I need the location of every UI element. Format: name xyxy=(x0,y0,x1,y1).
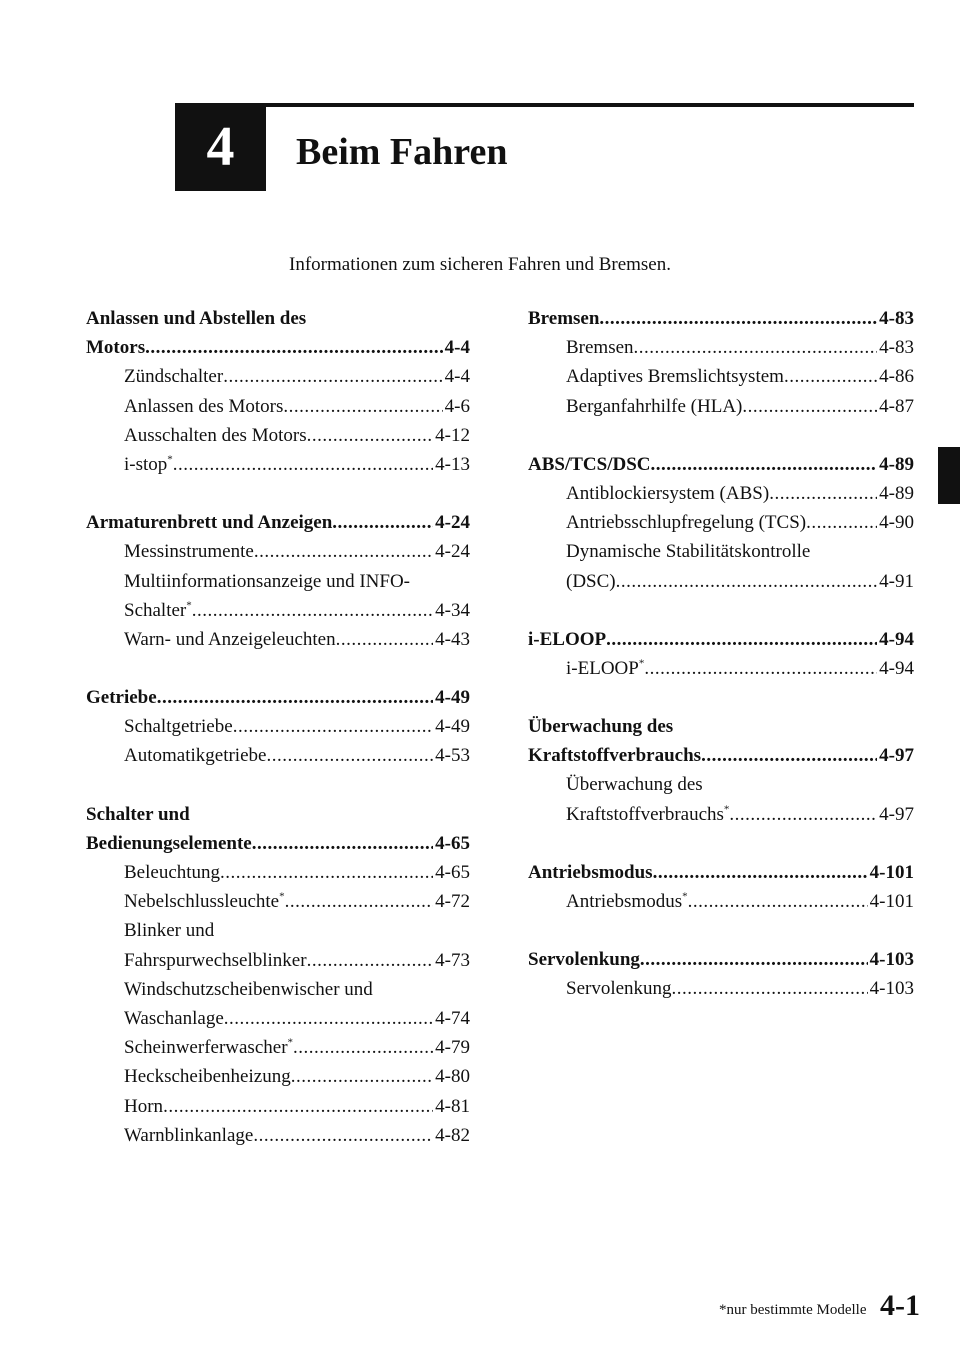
dot-leader xyxy=(223,362,442,391)
toc-entry-text xyxy=(528,741,701,770)
chapter-side-tab xyxy=(938,447,960,504)
toc-entry-text xyxy=(566,508,806,537)
footnote-models: *nur bestimmte Modelle xyxy=(719,1302,867,1318)
toc-page-ref: 4-73 xyxy=(435,949,470,971)
toc-page-ref: 4-49 xyxy=(435,716,470,738)
toc-entry-label: Warn- und Anzeigeleuchten xyxy=(124,628,336,650)
toc-entry[interactable] xyxy=(86,596,470,625)
toc-section-heading[interactable] xyxy=(86,829,470,858)
toc-page-ref: 4-89 xyxy=(879,482,914,504)
dot-leader xyxy=(644,654,877,683)
toc-entry[interactable] xyxy=(86,887,470,916)
toc-entry xyxy=(528,537,914,566)
dot-leader xyxy=(729,800,877,829)
dot-leader xyxy=(307,946,434,975)
toc-entry-text xyxy=(124,1033,293,1062)
toc-entry-text xyxy=(124,625,336,654)
toc-page-ref: 4-79 xyxy=(435,1037,470,1059)
toc-entry[interactable] xyxy=(86,858,470,887)
toc-entry-label: Kraftstoffverbrauchs xyxy=(528,745,702,767)
toc-section-heading xyxy=(86,304,470,333)
toc-entry-label: Anlassen des Motors xyxy=(124,395,284,417)
toc-section xyxy=(86,304,470,479)
toc-page-ref: 4-83 xyxy=(879,308,914,329)
dot-leader xyxy=(653,858,868,887)
dot-leader xyxy=(192,596,433,625)
toc-section xyxy=(528,450,914,596)
toc-entry[interactable] xyxy=(86,946,470,975)
footnote-marker: * xyxy=(682,890,688,903)
toc-entry-label: Berganfahrhilfe (HLA) xyxy=(566,395,743,417)
toc-entry-label: Antriebsmodus xyxy=(528,861,653,883)
toc-entry-label: Windschutzscheibenwischer und xyxy=(124,978,373,1000)
dot-leader xyxy=(606,625,877,654)
toc-entry[interactable] xyxy=(86,1062,470,1091)
toc-section-heading[interactable] xyxy=(86,333,470,362)
toc-entry[interactable] xyxy=(528,887,914,916)
toc-entry[interactable] xyxy=(86,741,470,770)
toc-page-ref: 4-97 xyxy=(879,803,914,825)
footnote-marker: * xyxy=(279,890,285,903)
toc-entry-label: Schalter xyxy=(124,599,187,621)
toc-entry-text xyxy=(124,392,283,421)
toc-right-column xyxy=(528,304,914,1033)
dot-leader xyxy=(266,741,433,770)
toc-entry-label: Schaltgetriebe xyxy=(124,716,233,738)
toc-entry[interactable] xyxy=(86,712,470,741)
footnote-marker: * xyxy=(287,1036,294,1049)
toc-entry-text xyxy=(566,654,644,683)
toc-entry[interactable] xyxy=(528,800,914,829)
toc-entry-label: Adaptives Bremslichtsystem xyxy=(566,366,784,388)
toc-section xyxy=(86,800,470,1150)
toc-entry-text xyxy=(124,946,307,975)
toc-section-heading[interactable] xyxy=(86,508,470,537)
dot-leader xyxy=(253,1121,433,1150)
toc-entry-text xyxy=(566,567,616,596)
chapter-number: 4 xyxy=(175,103,266,191)
dot-leader xyxy=(332,508,433,537)
toc-section xyxy=(528,625,914,683)
toc-entry-text xyxy=(124,916,214,945)
toc-entry-label: Horn xyxy=(124,1095,164,1117)
toc-entry[interactable] xyxy=(86,362,470,391)
toc-entry-label: Kraftstoffverbrauchs xyxy=(566,803,724,825)
dot-leader xyxy=(616,567,878,596)
toc-section-heading[interactable] xyxy=(528,945,914,974)
toc-entry-text xyxy=(86,508,332,537)
toc-page-ref: 4-65 xyxy=(435,862,470,883)
toc-page-ref: 4-81 xyxy=(435,1095,470,1117)
toc-entry-label: Ausschalten des Motors xyxy=(124,424,307,446)
toc-entry-text xyxy=(566,974,672,1003)
page-number: 4-1 xyxy=(880,1289,920,1322)
dot-leader xyxy=(283,392,442,421)
toc-page-ref: 4-72 xyxy=(435,891,470,913)
dot-leader xyxy=(173,450,433,479)
toc-page-ref: 4-12 xyxy=(435,424,470,446)
toc-entry-text xyxy=(124,887,285,916)
toc-left-column xyxy=(86,304,470,1179)
dot-leader xyxy=(157,683,433,712)
toc-entry-label: Heckscheibenheizung xyxy=(124,1066,291,1088)
toc-entry-label: (DSC) xyxy=(566,570,616,592)
toc-entry-text xyxy=(528,858,653,887)
dot-leader xyxy=(291,1062,433,1091)
toc-page-ref: 4-24 xyxy=(435,512,470,534)
toc-entry-label: i-ELOOP xyxy=(528,628,607,650)
footnote-marker: * xyxy=(723,803,730,816)
dot-leader xyxy=(224,1004,433,1033)
toc-section xyxy=(528,945,914,1003)
toc-entry-text xyxy=(86,829,252,858)
toc-entry[interactable] xyxy=(86,625,470,654)
dot-leader xyxy=(336,625,434,654)
dot-leader xyxy=(163,1092,433,1121)
toc-page-ref: 4-24 xyxy=(435,541,470,563)
toc-page-ref: 4-94 xyxy=(879,628,914,650)
toc-entry[interactable] xyxy=(528,392,914,421)
dot-leader xyxy=(688,887,868,916)
dot-leader xyxy=(651,450,878,479)
toc-page-ref: 4-82 xyxy=(435,1124,470,1146)
toc-entry-label: Bedienungselemente xyxy=(86,832,252,854)
toc-entry-label: Überwachung des xyxy=(528,716,674,738)
toc-entry-text xyxy=(124,741,266,770)
toc-entry-text xyxy=(566,392,742,421)
toc-entry-text xyxy=(124,421,307,450)
toc-page-ref: 4-101 xyxy=(869,861,914,883)
toc-entry-label: Dynamische Stabilitätskontrolle xyxy=(566,541,811,563)
toc-entry-label: Nebelschlussleuchte xyxy=(124,891,280,913)
toc-entry-label: Warnblinkanlage xyxy=(124,1124,254,1146)
toc-page-ref: 4-43 xyxy=(435,628,470,650)
toc-entry-label: Überwachung des xyxy=(566,774,703,796)
toc-page-ref: 4-90 xyxy=(879,512,914,534)
toc-entry-text xyxy=(86,683,157,712)
toc-page-ref: 4-80 xyxy=(435,1066,470,1088)
toc-entry-text xyxy=(528,945,640,974)
toc-entry-text xyxy=(124,596,192,625)
dot-leader xyxy=(634,333,878,362)
toc-entry xyxy=(86,975,470,1004)
toc-entry-label: Fahrspurwechselblinker xyxy=(124,949,307,971)
toc-entry-text xyxy=(124,1062,291,1091)
toc-page-ref: 4-86 xyxy=(879,366,914,388)
toc-section-heading[interactable] xyxy=(86,683,470,712)
dot-leader xyxy=(769,479,877,508)
footnote-marker: * xyxy=(638,657,645,670)
toc-entry-label: Getriebe xyxy=(86,687,157,709)
chapter-intro: Informationen zum sicheren Fahren und Bremsen. xyxy=(289,254,671,275)
toc-section xyxy=(86,683,470,771)
toc-entry-text xyxy=(528,712,673,741)
toc-page-ref: 4-101 xyxy=(869,891,914,912)
toc-entry[interactable] xyxy=(86,450,470,479)
chapter-title: Beim Fahren xyxy=(296,131,508,173)
toc-entry-label: Antriebsschlupfregelung (TCS) xyxy=(566,512,807,534)
dot-leader xyxy=(252,829,433,858)
toc-entry-label: Servolenkung xyxy=(566,978,672,1000)
toc-section-heading[interactable] xyxy=(528,304,914,333)
toc-entry-text xyxy=(86,333,145,362)
toc-entry-text xyxy=(124,567,410,596)
dot-leader xyxy=(145,333,443,362)
toc-section xyxy=(528,304,914,421)
toc-section-heading[interactable] xyxy=(528,741,914,770)
toc-entry-label: Scheinwerferwascher xyxy=(124,1037,288,1059)
toc-entry xyxy=(86,916,470,945)
toc-entry-label: Multiinformationsanzeige und INFO- xyxy=(124,570,411,592)
toc-page-ref: 4-74 xyxy=(435,1007,470,1029)
toc-entry[interactable] xyxy=(528,479,914,508)
toc-entry-text xyxy=(566,362,784,391)
dot-leader xyxy=(806,508,877,537)
toc-page-ref: 4-103 xyxy=(869,949,914,971)
footnote-marker: * xyxy=(167,453,173,466)
toc-page-ref: 4-103 xyxy=(869,978,914,1000)
toc-entry-label: Bremsen xyxy=(566,337,634,359)
toc-entry-label: Schalter und xyxy=(86,803,190,825)
dot-leader xyxy=(640,945,868,974)
toc-entry-label: Armaturenbrett und Anzeigen xyxy=(86,512,333,534)
toc-page-ref: 4-4 xyxy=(444,366,470,388)
toc-entry-label: Motors xyxy=(86,337,146,359)
toc-entry-label: Antiblockiersystem (ABS) xyxy=(566,482,770,504)
toc-entry-text xyxy=(566,800,729,829)
toc-section xyxy=(528,712,914,829)
toc-page-ref: 4-49 xyxy=(435,687,470,709)
toc-page-ref: 4-94 xyxy=(879,657,914,679)
toc-entry-label: i-ELOOP xyxy=(566,657,639,679)
toc-entry-label: Beleuchtung xyxy=(124,862,221,883)
toc-entry-text xyxy=(124,362,223,391)
toc-entry-text xyxy=(124,1004,224,1033)
toc-entry-label: Zündschalter xyxy=(124,366,224,388)
toc-entry-label: Messinstrumente xyxy=(124,541,254,563)
toc-entry-text xyxy=(566,333,634,362)
toc-entry[interactable] xyxy=(86,1004,470,1033)
dot-leader xyxy=(307,421,434,450)
dot-leader xyxy=(784,362,877,391)
toc-page-ref: 4-13 xyxy=(435,453,470,475)
toc-entry-text xyxy=(528,450,651,479)
toc-entry-text xyxy=(124,537,254,566)
toc-entry[interactable] xyxy=(86,421,470,450)
toc-entry[interactable] xyxy=(86,1092,470,1121)
toc-section-heading xyxy=(528,712,914,741)
toc-entry[interactable] xyxy=(86,392,470,421)
toc-entry-label: Waschanlage xyxy=(124,1007,224,1029)
dot-leader xyxy=(293,1033,433,1062)
toc-entry[interactable] xyxy=(86,537,470,566)
toc-page-ref: 4-4 xyxy=(444,337,470,359)
toc-page-ref: 4-87 xyxy=(879,395,914,417)
toc-entry-text xyxy=(566,479,769,508)
toc-entry-text xyxy=(86,800,190,829)
toc-entry-label: Bremsen xyxy=(528,308,600,329)
dot-leader xyxy=(233,712,433,741)
toc-entry[interactable] xyxy=(528,567,914,596)
toc-page-ref: 4-83 xyxy=(879,337,914,359)
toc-entry-text xyxy=(566,537,810,566)
toc-entry-text xyxy=(124,1121,253,1150)
toc-section-heading[interactable] xyxy=(528,450,914,479)
toc-page-ref: 4-89 xyxy=(879,453,914,475)
toc-entry[interactable] xyxy=(528,333,914,362)
toc-section-heading[interactable] xyxy=(528,858,914,887)
dot-leader xyxy=(742,392,877,421)
toc-page-ref: 4-6 xyxy=(444,395,470,417)
toc-entry-text xyxy=(86,304,306,333)
toc-page-ref: 4-97 xyxy=(879,745,914,767)
header-rule xyxy=(266,103,914,107)
toc-entry[interactable] xyxy=(528,654,914,683)
toc-entry-text xyxy=(566,770,703,799)
toc-entry[interactable] xyxy=(86,1121,470,1150)
dot-leader xyxy=(220,858,433,887)
toc-entry-text xyxy=(124,975,373,1004)
toc-section xyxy=(528,858,914,916)
toc-section xyxy=(86,508,470,654)
dot-leader xyxy=(672,974,868,1003)
toc-entry-text xyxy=(124,858,220,887)
toc-page-ref: 4-53 xyxy=(435,745,470,767)
toc-entry-text xyxy=(528,304,599,333)
toc-entry-label: i-stop xyxy=(124,453,168,475)
toc-page-ref: 4-91 xyxy=(879,570,914,592)
dot-leader xyxy=(701,741,877,770)
toc-entry-label: Antriebsmodus xyxy=(566,891,683,912)
toc-entry[interactable] xyxy=(86,1033,470,1062)
toc-entry[interactable] xyxy=(528,974,914,1003)
toc-entry-label: ABS/TCS/DSC xyxy=(528,453,651,475)
footnote-marker: * xyxy=(186,599,192,612)
toc-entry-text xyxy=(528,625,606,654)
toc-entry-label: Blinker und xyxy=(124,920,215,942)
dot-leader xyxy=(254,537,433,566)
dot-leader xyxy=(285,887,434,916)
toc-entry-text xyxy=(124,712,233,741)
toc-section-heading xyxy=(86,800,470,829)
toc-entry[interactable] xyxy=(528,508,914,537)
toc-entry-label: Servolenkung xyxy=(528,949,640,971)
toc-entry xyxy=(528,770,914,799)
dot-leader xyxy=(599,304,877,333)
toc-page-ref: 4-34 xyxy=(435,599,470,621)
toc-section-heading[interactable] xyxy=(528,625,914,654)
toc-entry[interactable] xyxy=(528,362,914,391)
toc-entry-text xyxy=(566,887,688,916)
toc-page-ref: 4-65 xyxy=(435,832,470,854)
toc-entry-label: Anlassen und Abstellen des xyxy=(86,308,307,329)
toc-entry-text xyxy=(124,1092,163,1121)
toc-entry xyxy=(86,567,470,596)
toc-entry-label: Automatikgetriebe xyxy=(124,745,267,767)
toc-entry-text xyxy=(124,450,173,479)
